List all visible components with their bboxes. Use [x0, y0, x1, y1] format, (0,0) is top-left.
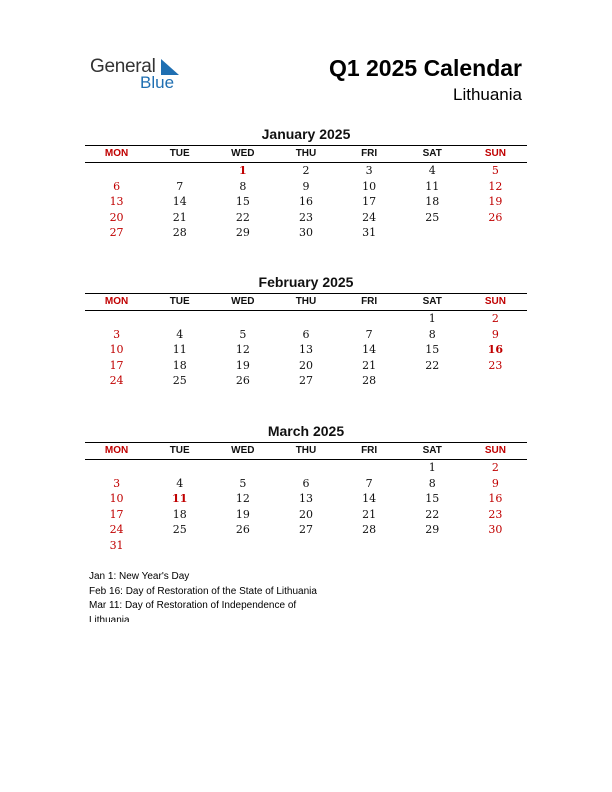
weekday-label: MON [104, 445, 129, 456]
weekday-header [85, 443, 527, 460]
week-row [85, 358, 527, 374]
day-cell: 3 [365, 164, 373, 177]
day-cell: 10 [109, 343, 124, 357]
week-row [85, 460, 527, 476]
day-cell: 4 [176, 476, 184, 490]
holiday-notes [89, 570, 389, 622]
holiday-note: Jan 1: New Year's Day [89, 571, 190, 582]
empty-cell [464, 225, 527, 241]
day-cell: 27 [298, 374, 313, 388]
empty-cell [148, 311, 211, 327]
day-cell: 23 [488, 358, 503, 372]
day-cell: 31 [109, 538, 124, 552]
day-cell: 27 [109, 226, 124, 240]
day-cell: 2 [491, 461, 499, 474]
week-row [85, 163, 527, 179]
empty-cell [85, 311, 148, 327]
weekday-label: SAT [422, 296, 442, 307]
day-cell: 23 [298, 210, 313, 224]
weekday-label: WED [231, 296, 255, 307]
day-cell: 20 [298, 507, 313, 521]
month-grid [85, 442, 527, 554]
weekday-label: WED [231, 148, 255, 159]
month-title: March 2025 [267, 423, 345, 439]
day-cell: 10 [362, 179, 377, 193]
day-cell: 24 [109, 523, 124, 537]
day-cell: 1 [428, 461, 436, 474]
weekday-label: THU [295, 148, 317, 159]
day-cell: 25 [172, 374, 187, 388]
weekday-label: THU [295, 296, 317, 307]
empty-cell [464, 373, 527, 389]
day-cell: 14 [362, 492, 377, 506]
day-cell: 12 [235, 343, 250, 357]
day-cell: 2 [491, 312, 499, 325]
week-row [85, 210, 527, 226]
weekday-label: MON [104, 296, 129, 307]
day-cell: 16 [488, 492, 503, 506]
weekday-label: FRI [361, 296, 378, 307]
day-cell: 13 [298, 492, 313, 506]
empty-cell [401, 538, 464, 554]
empty-cell [148, 538, 211, 554]
day-cell: 24 [362, 210, 377, 224]
day-cell: 9 [302, 179, 310, 193]
day-cell: 29 [425, 523, 440, 537]
day-cell: 13 [298, 343, 313, 357]
weekday-label: SUN [484, 148, 506, 159]
day-cell: 1 [428, 312, 436, 325]
day-cell: 18 [425, 195, 440, 209]
weekday-label: TUE [169, 445, 190, 456]
day-cell: 21 [172, 210, 187, 224]
weekday-label: TUE [169, 148, 190, 159]
day-cell: 25 [172, 523, 187, 537]
week-row [85, 179, 527, 195]
logo [90, 56, 200, 96]
day-cell: 11 [172, 343, 187, 357]
empty-cell [401, 225, 464, 241]
empty-cell [85, 163, 148, 179]
day-cell: 28 [362, 374, 377, 388]
weekday-label: WED [231, 445, 255, 456]
day-cell: 11 [172, 492, 188, 506]
week-row [85, 522, 527, 538]
weekday-label: SUN [484, 296, 506, 307]
day-cell: 25 [425, 210, 440, 224]
week-row [85, 327, 527, 343]
empty-cell [148, 460, 211, 476]
month-title: January 2025 [261, 126, 351, 142]
day-cell: 7 [365, 327, 373, 341]
day-cell: 5 [239, 327, 247, 341]
day-cell: 17 [109, 507, 124, 521]
day-cell: 26 [235, 374, 250, 388]
holiday-note: Feb 16: Day of Restoration of the State of Lithuania [89, 585, 317, 597]
day-cell: 10 [109, 492, 124, 506]
day-cell: 28 [172, 226, 187, 240]
day-cell: 18 [172, 358, 187, 372]
day-cell: 28 [362, 523, 377, 537]
day-cell: 29 [235, 226, 250, 240]
week-row [85, 194, 527, 210]
empty-cell [274, 538, 337, 554]
day-cell: 22 [235, 210, 250, 224]
day-cell: 6 [302, 476, 310, 490]
day-cell: 21 [362, 507, 377, 521]
weekday-label: FRI [361, 445, 378, 456]
month-grid [85, 293, 527, 389]
day-cell: 12 [235, 492, 250, 506]
day-cell: 2 [302, 164, 310, 177]
month-grid [85, 145, 527, 241]
day-cell: 30 [488, 523, 503, 537]
day-cell: 20 [298, 358, 313, 372]
day-cell: 22 [425, 358, 440, 372]
day-cell: 15 [235, 195, 250, 209]
weekday-label: FRI [361, 148, 378, 159]
empty-cell [401, 373, 464, 389]
weekday-label: TUE [169, 296, 190, 307]
day-cell: 12 [488, 179, 503, 193]
empty-cell [464, 538, 527, 554]
day-cell: 27 [298, 523, 313, 537]
weekday-label: SAT [422, 148, 442, 159]
empty-cell [148, 163, 211, 179]
week-row [85, 538, 527, 554]
day-cell: 4 [176, 327, 184, 341]
day-cell: 26 [488, 210, 503, 224]
weekday-label: THU [295, 445, 317, 456]
day-cell: 8 [428, 476, 436, 490]
empty-cell [274, 460, 337, 476]
day-cell: 16 [487, 343, 504, 357]
day-cell: 8 [428, 327, 436, 341]
day-cell: 17 [362, 195, 377, 209]
week-row [85, 311, 527, 327]
week-row [85, 507, 527, 523]
day-cell: 5 [239, 476, 247, 490]
day-cell: 19 [235, 358, 250, 372]
day-cell: 9 [491, 476, 499, 490]
day-cell: 18 [172, 507, 187, 521]
day-cell: 20 [109, 210, 124, 224]
weekday-label: SAT [422, 445, 442, 456]
week-row [85, 476, 527, 492]
month-february [85, 273, 527, 389]
day-cell: 9 [491, 327, 499, 341]
empty-cell [338, 460, 401, 476]
day-cell: 13 [109, 195, 124, 209]
day-cell: 31 [362, 226, 377, 240]
weekday-label: MON [104, 148, 129, 159]
weekday-header [85, 146, 527, 163]
day-cell: 30 [298, 226, 313, 240]
day-cell: 17 [109, 358, 124, 372]
day-cell: 21 [362, 358, 377, 372]
logo-general-text: General [90, 56, 156, 77]
empty-cell [211, 460, 274, 476]
country-name: Lithuania [452, 85, 522, 104]
week-row [85, 373, 527, 389]
empty-cell [338, 311, 401, 327]
day-cell: 14 [172, 195, 187, 209]
day-cell: 3 [113, 327, 121, 341]
day-cell: 24 [109, 374, 124, 388]
weekday-header [85, 294, 527, 311]
holiday-note: Mar 11: Day of Restoration of Independence of [89, 600, 297, 611]
month-march [85, 422, 527, 554]
day-cell: 6 [113, 179, 121, 193]
day-cell: 1 [239, 164, 247, 177]
day-cell: 19 [235, 507, 250, 521]
day-cell: 6 [302, 327, 310, 341]
week-row [85, 225, 527, 241]
day-cell: 11 [425, 179, 440, 193]
weekday-label: SUN [484, 445, 506, 456]
day-cell: 14 [362, 343, 377, 357]
empty-cell [211, 538, 274, 554]
day-cell: 19 [488, 195, 503, 209]
day-cell: 16 [298, 195, 313, 209]
empty-cell [338, 538, 401, 554]
day-cell: 8 [239, 179, 247, 193]
day-cell: 7 [176, 179, 184, 193]
day-cell: 26 [235, 523, 250, 537]
holiday-note-cut: Lithuania [89, 614, 130, 622]
day-cell: 4 [428, 164, 436, 177]
day-cell: 15 [425, 343, 440, 357]
day-cell: 3 [113, 476, 121, 490]
day-cell: 15 [425, 492, 440, 506]
day-cell: 7 [365, 476, 373, 490]
day-cell: 23 [488, 507, 503, 521]
week-row [85, 491, 527, 507]
week-row [85, 342, 527, 358]
month-title: February 2025 [258, 274, 354, 290]
empty-cell [85, 460, 148, 476]
page-title: Q1 2025 Calendar [328, 55, 522, 81]
logo-blue-text: Blue [140, 73, 175, 92]
empty-cell [211, 311, 274, 327]
day-cell: 5 [491, 164, 499, 177]
empty-cell [274, 311, 337, 327]
month-january [85, 125, 527, 241]
day-cell: 22 [425, 507, 440, 521]
